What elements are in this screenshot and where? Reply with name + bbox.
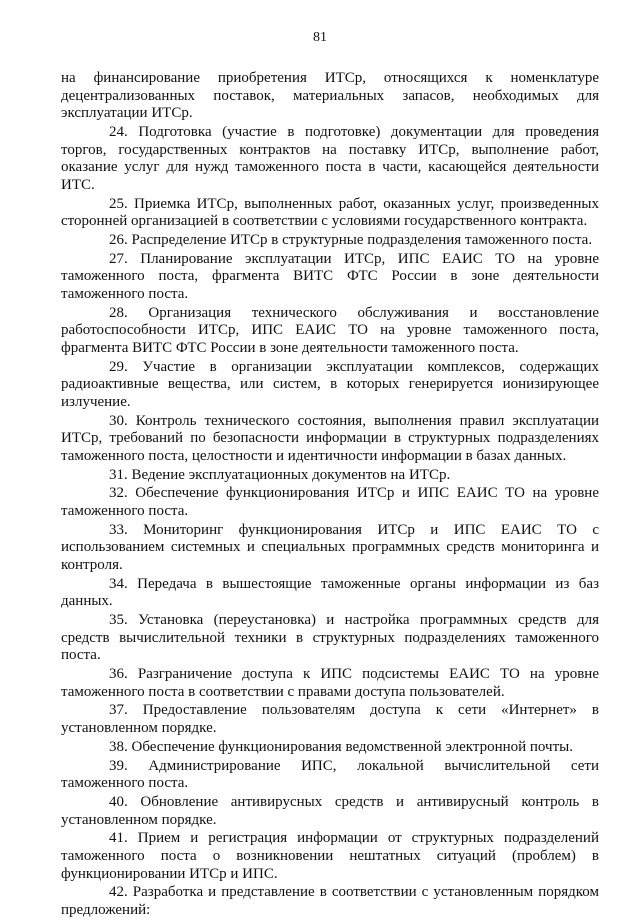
paragraph-item-29: 29. Участие в организации эксплуатации комплексов, содержащих радиоактивные вещества, или систем, в которых генерируется ионизирующее излучение. (61, 358, 599, 410)
paragraph-item-35: 35. Установка (переустановка) и настройка программных средств для средств вычислительной техники в структурных подразделениях таможенного поста. (61, 612, 599, 664)
paragraph-item-34: 34. Передача в вышестоящие таможенные органы информации из баз данных. (61, 575, 599, 610)
paragraph-item-39: 39. Администрирование ИПС, локальной вычислительной сети таможенного поста. (61, 757, 599, 792)
paragraph-item-24: 24. Подготовка (участие в подготовке) документации для проведения торгов, государственных контрактов на поставку ИТСр, выполнение работ, оказание услуг для нужд таможенного поста в части, касающейся деятельности ИТС. (61, 123, 599, 193)
paragraph-item-33: 33. Мониторинг функционирования ИТСр и ИПС ЕАИС ТО с использованием системных и специальных программных средств мониторинга и контроля. (61, 521, 599, 573)
paragraph-item-26: 26. Распределение ИТСр в структурные подразделения таможенного поста. (109, 231, 593, 248)
paragraph-continuation: на финансирование приобретения ИТСр, относящихся к номенклатуре децентрализованных поставок, материальных запасов, необходимых для эксплуатации ИТСр. (61, 70, 599, 122)
page-number: 81 (313, 30, 327, 45)
document-body (61, 70, 599, 921)
paragraph-item-41: 41. Прием и регистрация информации от структурных подразделений таможенного поста о возникновении нештатных ситуаций (проблем) в функционировании ИТСр и ИПС. (61, 830, 599, 882)
paragraph-item-37: 37. Предоставление пользователям доступа к сети «Интернет» в установленном порядке. (61, 702, 599, 736)
paragraph-item-30: 30. Контроль технического состояния, выполнения правил эксплуатации ИТСр, требований по безопасности информации в структурных подразделениях таможенного поста, целостности и идентичности информации в базах данных. (61, 412, 599, 464)
paragraph-item-31: 31. Ведение эксплуатационных документов на ИТСр. (109, 466, 451, 483)
paragraph-item-32: 32. Обеспечение функционирования ИТСр и ИПС ЕАИС ТО на уровне таможенного поста. (61, 485, 599, 519)
paragraph-item-28: 28. Организация технического обслуживания и восстановление работоспособности ИТСр, ИПС ЕАИС ТО на уровне таможенного поста, фрагмента ВИТС ФТС России в зоне деятельности таможенного поста. (61, 304, 599, 356)
paragraph-item-36: 36. Разграничение доступа к ИПС подсистемы ЕАИС ТО на уровне таможенного поста в соответствии с правами доступа пользователей. (61, 666, 599, 700)
paragraph-item-38: 38. Обеспечение функционирования ведомственной электронной почты. (109, 738, 573, 755)
paragraph-item-25: 25. Приемка ИТСр, выполненных работ, оказанных услуг, произведенных сторонней организацией в соответствии с условиями государственного контракта. (61, 195, 599, 230)
paragraph-item-42: 42. Разработка и представление в соответствии с установленным порядком предложений: (61, 884, 599, 918)
paragraph-item-40: 40. Обновление антивирусных средств и антивирусный контроль в установленном порядке. (61, 793, 599, 828)
paragraph-item-27: 27. Планирование эксплуатации ИТСр, ИПС ЕАИС ТО на уровне таможенного поста, фрагмента ВИТС ФТС России в зоне деятельности таможенного поста. (61, 250, 599, 302)
